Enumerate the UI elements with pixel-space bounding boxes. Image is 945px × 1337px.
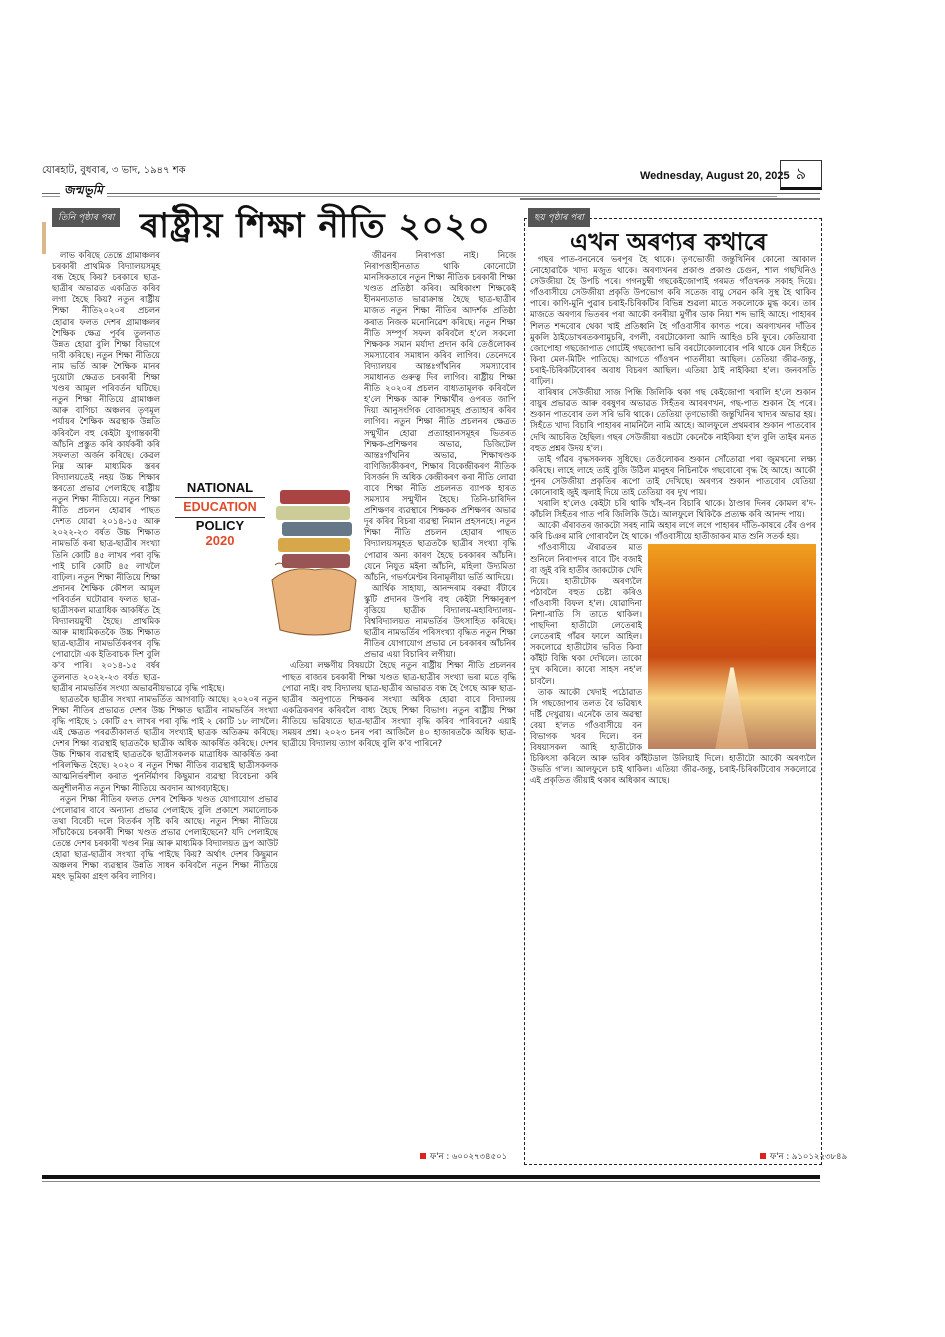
phone-number: ফ'ন : ৯১০১২২৩৮৪৯ bbox=[770, 1152, 848, 1162]
dateline-english: Wednesday, August 20, 2025 bbox=[640, 170, 790, 182]
continued-from-kicker: ছয় পৃষ্ঠাৰ পৰা bbox=[528, 208, 590, 227]
paragraph: লাভ কৰিছে তেন্তে গ্ৰামাঞ্চলৰ চৰকাৰী প্ৰাথমিক বিদ্যালয়সমূহ বন্ধ হৈছে কিয়? চৰকাৰে ছাত্ৰ-ছাত্ৰীৰ অভাৱত একত্ৰিত কৰিব লগা হৈছে কিয়? নতুন ৰাষ্ট্ৰীয় শিক্ষা নীতি২০২০ৰ প্ৰচলন হোৱাৰ ফলত দেশৰ গ্ৰামাঞ্চলৰ শৈক্ষিক ক্ষেত্ৰ পূৰ্বৰ তুলনাত উন্নত হোৱা বুলি শিক্ষা বিভাগে দাবী কৰিছে। নতুন শিক্ষা নীতিয়ে নাম ভৰ্তি আৰু শৈক্ষিক মানৰ দুয়োটা ক্ষেত্ৰত চৰকাৰী শিক্ষা খণ্ডৰ আমূল পৰিবৰ্তন ঘটিছে। নতুন শিক্ষা নীতিয়ে গ্ৰামাঞ্চল আৰু বাগিচা অঞ্চলৰ তৃণমূল পৰ্যায়ৰ শৈক্ষিক অৱস্থাক উন্নতি কৰিবলৈ বহু কেইটা যুগান্তকাৰী আঁচনি প্ৰস্তুত কৰি কাৰ্যকৰী কৰি সফলতা অৰ্জন কৰিছে। কেৱল নিম্ন আৰু মাধ্যমিক স্তৰৰ বিদ্যালয়তেই নহয় উচ্চ শিক্ষাৰ স্তৰতো প্ৰভাৱ পেলাইছে ৰাষ্ট্ৰীয় নতুন শিক্ষা নীতিয়ে। নতুন শিক্ষা নীতি প্ৰচলন হোৱাৰ পাছত দেশত যোৱা ২০১৪-১৫ আৰু ২০২২-২৩ বৰ্ষত উচ্চ শিক্ষাত নামভৰ্তি কৰা ছাত্ৰ-ছাত্ৰীৰ সংখ্যা তিনি কোটি ৪৫ লাখৰ পৰা বৃদ্ধি পাই চাৰি কোটি ৪৫ লাখলৈ বাঢ়িল। নতুন শিক্ষা নীতিয়ে শিক্ষা প্ৰদানৰ শৈক্ষিক কৌশল আমূল পৰিবৰ্তন ঘটোৱাৰ ফলত ছাত্ৰ-ছাত্ৰীসকল মাত্ৰাধিক আকৰ্ষিত হৈ বিদ্যালয়মুখী হৈছে। প্ৰাথমিক আৰু মাধ্যমিকতকৈ উচ্চ শিক্ষাত ছাত্ৰ-ছাত্ৰীৰ নামভৰ্তিকৰণৰ বৃদ্ধি পোৱাটো এক ইতিবাচক দিশ বুলি ক'ব পাৰি। ২০১৪-১৫ বৰ্ষৰ তুলনাত ২০২২-২৩ বৰ্ষত ছাত্ৰ-ছাত্ৰীৰ নামভৰ্তিৰ সংখ্যা অভাৱনীয়ভাৱে বৃদ্ধি পাইছে। bbox=[52, 250, 225, 693]
newspaper-logo: জন্মভূমি bbox=[60, 182, 107, 202]
article-headline: ৰাষ্ট্ৰীয় শিক্ষা নীতি ২০২০ bbox=[140, 206, 491, 246]
paragraph: আকৌ এঁৰাবতৰ জাকটো সৰহ নামি অহাৰ লগে লগে পাহাৰৰ দাঁতি-কাষৰে বেঁৰ ওপৰ কৰি চিঞৰ মাৰি গোৰাবলৈ হৈ থাকে। গাঁওবাসীয়ে হাতীজাকৰ মাত শুনি সতৰ্ক হয়। bbox=[530, 520, 816, 542]
page-number: ৯ bbox=[780, 160, 822, 190]
paragraph: খৰালি হ'লেও কেইটা চৰি থাকি খাঁহ-বন বিচাৰি থাকে। ঠাণ্ডাৰ দিনৰ কোমল ৰ'দ-কাঁচলি সিহঁতৰ গাত পৰি জিলিকি উঠে। আলফুলে থিকিকৈ প্ৰত্যক্ষ কৰি আনন্দ পায়। bbox=[530, 498, 816, 520]
books-in-hands-icon bbox=[270, 470, 358, 640]
autumn-forest-photo bbox=[648, 544, 816, 749]
article-column-2 bbox=[282, 250, 516, 1150]
paragraph: তাক আকৌ খেদাই পঠোৱাত সি গছজোপাৰ তলত বৈ ভৱিষ্যৎ দৰ্ষ্টি দেখুৱায়। এনেকৈ তাৰ অৱস্থা বেয়া হ'লত গাঁওবাসীয়ে বন বিভাগক খবৰ দিলে। বন বিষয়াসকল আহি হাতীটোক চিকিৎসা কৰিলে আৰু ভবিৰ কাঁইটডাল উলিয়াই দিলে। হাতীটো আকৌ অৰণ্যলৈ উভতি গ'ল। আলফুলে চাই থাকিল। এতিয়া জীৱ-জন্তু, চৰাই-চিৰিকটিবোৰ সকলোৱে এই প্ৰকৃতিত জীয়াই থকাৰ অধিকাৰ আছে। bbox=[530, 686, 816, 786]
paragraph: গাঁওবাসীয়ে ঐৰাৱতৰ মাত শুনিলে নিৰাপদৰ বাবে টিং বজাই বা জুই বৰি হাতীৰ জাকটোক খেদি দিয়ে। হাতীটোক অৰণ্যলৈ পঠাবলৈ বহুত চেষ্টা কৰিও গাঁওবাসী বিফল হ'ল। যোৱাদিনা নিশা-ৰাতি সি তাতে থাকিল। পাছদিনা হাতীটো লেতেৰাই লেতেৰাই গাঁৱৰ ফালে আহিল। সকলোৱে হাতীটোৰ ভবিত কিবা কাঁইট বিন্ধি থকা দেখিলে। তাকো দুখ কৰিলে। কাৰো সাহস নহ'ল চাবলৈ। bbox=[530, 542, 642, 686]
dateline-assamese: যোৰহাট, বুধবাৰ, ৩ ভাদ, ১৯৪৭ শক bbox=[42, 165, 186, 176]
byline-phone bbox=[760, 1150, 847, 1164]
footer-rule bbox=[42, 1175, 820, 1179]
paragraph: তাই গাঁৱৰ বৃদ্ধসকলক সুধিছে। তেওঁলোকৰ শুকান সোঁতোৱা পৰা জুমখনো লক্ষ্য কৰিছে। লাহে লাহে তাই বুজি উঠিল মানুহৰ নিচিনাকৈ গছবোৰো বৃদ্ধ হৈ আহে। আকৌ পুনৰ সেউজীয়া প্ৰকৃতিৰ ৰূপো তাই দেখিছে। অৰণ্যৰ শুকান পাতবোৰ যেতিয়া কোনোবাই জুই জ্বলাই দিয়ে তাই তেতিয়া বৰ দুখ পায়। bbox=[530, 453, 816, 497]
accent-bar bbox=[42, 222, 46, 254]
header-rule bbox=[520, 193, 820, 200]
article-column-1 bbox=[52, 250, 278, 1157]
paragraph: ছাত্ৰতকৈ ছাত্ৰীৰ সংখ্যা নামভৰ্তিত আগবাঢ়ি আছে। ২০২০ৰ নতুন শিক্ষা নীতিৰ প্ৰভাৱত দেশৰ উচ্চ শিক্ষাত ছাত্ৰীৰ নামভৰ্তিৰ সংখ্যা বৃদ্ধি পাইছে ১ কোটি ৫৭ লাখৰ পৰা বৃদ্ধি পাই ২ কোটি ১৮ লাখলৈ। এই ক্ষেত্ৰত পৰৱৰ্তীকালৰ্ত ছাত্ৰীৰ সংখ্যাই ছাত্ৰক অতিক্ৰম কৰিছে। দেশৰ শিক্ষা ব্যৱস্থাই ছাত্ৰতকৈ ছাত্ৰীক অধিক আকৰ্ষিত কৰিছে। দেশৰ উচ্চ শিক্ষাৰ ব্যৱস্থাই ছাত্ৰতকৈ ছাত্ৰীসকলক মাত্ৰাধিক আকৰ্ষিত কৰা পৰিলক্ষিত হৈছে। ২০২০ ৰ নতুন শিক্ষা নীতিৰ ব্যৱস্থাই ছাত্ৰীসকলক আত্মনিৰ্ভৰশীল কৰাত পুনৰ্নিৰ্মাণৰ কিছুমান ব্যৱস্থা বিবেচনা কৰি অনুশীলনীত নতুন শিক্ষা নীতিয়ে অবদান আগবঢ়াইছে। bbox=[52, 693, 278, 793]
article-body bbox=[530, 254, 816, 1144]
paragraph: বাৰিষাৰ সেউজীয়া সাজ পিন্ধি জিলিকি থকা গছ কেইজোপা খৰালি হ'লে শুকান বায়ুৰ প্ৰভাৱত আৰু বৰষুণৰ অভাৱত সিহঁতৰ আবৰণখন, গছ-পাত শুকান হৈ পৰে। শুকান পাতবোৰ তল সৰি ভৰি থাকে। তেতিয়া তৃণভোজী জন্তুখিনিৰ খাদ্যৰ অভাৱ হয়। সিহঁতে খাদ্য বিচাৰি পাহাৰৰ নামনিলৈ নামি আহে। আলফুলে প্ৰথমবাৰ শুকান পাতবোৰ দেখি আচৰিত হৈছিল। গছৰ সেউজীয়া ৰঙটো কেনেকৈ নাইকিয়া হ'ল বুলি তাইৰ মনত বহুত প্ৰশ্নৰ উদয় হ'ল। bbox=[530, 387, 816, 453]
image-text: 2020 bbox=[205, 533, 235, 548]
continued-from-kicker: তিনি পৃষ্ঠাৰ পৰা bbox=[52, 208, 120, 227]
paragraph: আৰ্থিক সাহায্য, আনন্দৰাম বৰুৱা বঁটাৰে স্কুটি প্ৰদানৰ উপৰি বহু কেইটা শিক্ষানুৰূপ বৃত্তিয়ে ছাত্ৰীক বিদ্যালয়-মহাবিদ্যালয়-বিশ্ববিদ্যালয়ত নামভৰ্তিৰ উৎসাহিত কৰিছে। ছাত্ৰীৰ নামভৰ্তিৰ পৰিসংখ্যা বৃদ্ধিত নতুন শিক্ষা নীতিৰ যোগাযোগ প্ৰভাৱ নে চৰকাৰৰ আঁচনিৰ প্ৰভাৱ এয়া বিচাৰিব লগীয়া। bbox=[364, 582, 516, 660]
paragraph: এতিয়া লক্ষণীয় বিষয়টো হৈছে নতুন ৰাষ্ট্ৰীয় শিক্ষা নীতি প্ৰচলনৰ পাছত ৰাজ্যৰ চৰকাৰী শিক্ষা খণ্ডত ছাত্ৰ-ছাত্ৰীৰ সংখ্যা ভৰা মতে বৃদ্ধি পোৱা নাই। বহু বিদ্যালয় ছাত্ৰ-ছাত্ৰীৰ অভাৱত বন্ধ হৈ গৈছে আৰু ছাত্ৰ-ছাত্ৰীৰ অনুপাতে শিক্ষকৰ সংখ্যা অধিক হোৱা বাবে বিদ্যালয় একত্ৰিকৰণৰ কৰিবলৈ বাধ্য হৈছে শিক্ষা বিভাগ। নতুন ৰাষ্ট্ৰীয় শিক্ষা নীতিয়ে ভৱিষ্যতে ছাত্ৰ-ছাত্ৰীৰ সংখ্যা বৃদ্ধি কৰিব পাৰিবনে? এয়াই সময়ৰ প্ৰশ্ন। ২০২৩ চনৰ পৰা আজিলৈ ৪০ হাজাৰতকৈ অধিক ছাত্ৰ-ছাত্ৰীয়ে বিদ্যালয় ত্যাগ কৰিছে বুলি ক'ব পাৰিনে? bbox=[282, 660, 516, 749]
image-text: POLICY bbox=[195, 518, 245, 533]
nep-2020-illustration bbox=[165, 460, 360, 650]
paragraph: নতুন শিক্ষা নীতিৰ ফলত দেশৰ শৈক্ষিক খণ্ডত যোগাযোগ প্ৰভাৱ পেলোৱাৰ বাবে অন্যান্য প্ৰভাৱ পেলাইছে বুলি প্ৰকাশে সমালোচক তথা বিবেচী দলে বিতৰ্কৰ সৃষ্টি কৰি আছে। নতুন শিক্ষা নীতিয়ে সাঁচাকৈয়ে চৰকাৰী শিক্ষা খণ্ডত প্ৰভাৱ পেলাইছেনে? যদি পেলাইছে তেন্তে দেশৰ চৰকাৰী খণ্ডৰ নিম্ন আৰু মাধ্যমিক বিদ্যালয়ত ড্ৰপ আউট হোৱা ছাত্ৰ-ছাত্ৰীৰ সংখ্যা বৃদ্ধি পাইছে কিয়? অৰ্থাৎ দেশৰ কিছুমান অঞ্চলৰ শিক্ষা ব্যৱস্থাৰ উন্নতি সাধন কৰিবলৈ নতুন শিক্ষা নীতিয়ে মহৎ ভূমিকা গ্ৰহণ কৰিব লাগিব। bbox=[52, 793, 278, 882]
image-text: NATIONAL bbox=[175, 480, 265, 498]
phone-number: ফ'ন : ৬০০২৭৩৪৫০১ bbox=[430, 1152, 508, 1162]
bullet-square-icon bbox=[420, 1153, 426, 1159]
image-text: EDUCATION bbox=[175, 498, 265, 518]
bullet-square-icon bbox=[760, 1153, 766, 1159]
byline-phone bbox=[420, 1150, 507, 1164]
article-headline: এখন অৰণ্যৰ কথাৰে bbox=[570, 228, 767, 256]
footer-rule-thin bbox=[42, 1181, 820, 1182]
paragraph: জীৱনৰ নিৰাপত্তা নাই। নিজে নিৰাপত্তাহীনতাত থাকি কোনোটো মানসিকতাৰে নতুন শিক্ষা নীতিক চৰকাৰী শিক্ষা খণ্ডত প্ৰতিষ্ঠা কৰিব। অধিকাংশ শিক্ষকেই হীনমন্যতাত ভাৱাক্ৰান্ত হৈছে ছাত্ৰ-ছাত্ৰীৰ মাজত নতুন শিক্ষা নীতিৰ আদৰ্শক প্ৰতিষ্ঠা কৰাত নিজক মনোনিৱেশ কৰিছে। নতুন শিক্ষা নীতি সম্পূৰ্ণ সফল কৰিবলৈ হ'লে সকলো শিক্ষকক সমান মৰ্যাদা প্ৰদান কৰি তেওঁলোকৰ সমস্যাবোৰ সমাধান কৰিব লাগিব। তেনেদৰে বিদ্যালয়ৰ আন্তঃগাঁথনিৰ সমস্যাবোৰ সমাধানত গুৰুত্ব দিব লাগিব। ৰাষ্ট্ৰীয় শিক্ষা নীতি ২০২০ৰ প্ৰচলন বাধ্যতামূলক কৰিবলৈ হ'লে শিক্ষক আৰু শিক্ষাৰ্থীৰ ওপৰত জাপি দিয়া আনুসংগিক বোজাসমূহ প্ৰত্যাহাৰ কৰিব লাগিব। নতুন শিক্ষা নীতি প্ৰচলনৰ ক্ষেত্ৰত সন্মুখীন হোৱা প্ৰত্যাহ্বানসমূহৰ ভিতৰত শিক্ষক-প্ৰশিক্ষণৰ অভাৱ, ডিজিটেল আন্তঃগাঁথনিৰ অভাৱ, শিক্ষাখণ্ডক বাণিজ্যিকীকৰণ, শিক্ষাৰ বিকেন্দ্ৰীকৰণ নীতিক বিসৰ্জন দি অধিক কেন্দ্ৰীকৰণ কৰা নীতি লোৱা বাবে শিক্ষা নীতি প্ৰচলনত ব্যাপক হাৰত সমস্যাৰ সন্মুখীন হৈছে। তিনি-চাৰিদিন প্ৰশিক্ষণৰ ব্যৱস্থাৰে শিক্ষকক প্ৰশিক্ষণৰ অভাৱ দূৰ কৰিব বিচৰা ব্যৱস্থা নিমান প্ৰহসনহে। নতুন শিক্ষা নীতি প্ৰচলন হোৱাৰ পাছত বিদ্যালয়সমূহত ছাত্ৰতকৈ ছাত্ৰীৰ সংখ্যা বৃদ্ধি পোৱাৰ অন্য কাৰণ হৈছে চৰকাৰৰ আঁচনি। যেনে নিযুত মইনা আঁচনি, মহিলা উদ্যমিতা আঁচনি, গভৰ্ণমেণ্টৰ বিনামূলীয়া ভৰ্তি আদিয়ে। bbox=[364, 250, 516, 582]
paragraph: গছৰ পাত-বননেৰে ভৰপূৰ হৈ থাকে। তৃণভোজী জন্তুখিনিৰ কোনো আকাল নোহোৱাকৈ খাদ্য মজুত থাকে। অৰণ্যখনৰ প্ৰকাণ্ড প্ৰকাণ্ড চেগুন, শাল গছখিনিও সেউজীয়া হৈ উপচি পৰে। গগনচুম্বী গছকেইজোপাই গৰমত গাঁওখনক সকাহ দিয়ে। গাঁওবাসীয়ে সেউজীয়া প্ৰকৃতি উপভোগ কৰি সতেজ বায়ু সেৱন কৰি সুস্থ হৈ থাকিব পাৰে। কাণি-মুনি পুৱাৰ চৰাই-চিৰিকটিৰ বিভিন্ন শুৱলা মাতে সকলোকে মুগ্ধ কৰে। তাৰ মাজতে অৰণ্যৰ ভিতৰৰ পৰা আকৌ বনৰীয়া মুৰ্গীৰ ডাক নিয়া শব্দ ভাহি আহে। পাহাৰৰ শিলত শব্দবোৰ থেকা খাই প্ৰতিধ্বনি হৈ গাঁওবাসীৰ কাণত পৰে। অৰণ্যখনৰ দাঁতিৰ মুকলি ঠাইডোখৰতকণামুচৰি, বগলী, বৰটোকোলা আদি আহিও চৰি ফুৰে। কেতিয়াবা জোপোহা গছজোপাত গোটেই গছজোপা ভৰি বৰটোকোলাবোৰ পৰি থাকে যেন সিহঁতে কিবা মেল-মিটিং পাতিছে। আগতে গাঁওখন পাতলীয়া আছিল। তেতিয়া জীৱ-জন্তু, চৰাই-চিৰিকটিবোৰৰ অবাধ বিচৰণ আছিল। এতিয়া ঠাই নাইকিয়া হ'ল। জনবসতি বাঢ়িল। bbox=[530, 254, 816, 387]
